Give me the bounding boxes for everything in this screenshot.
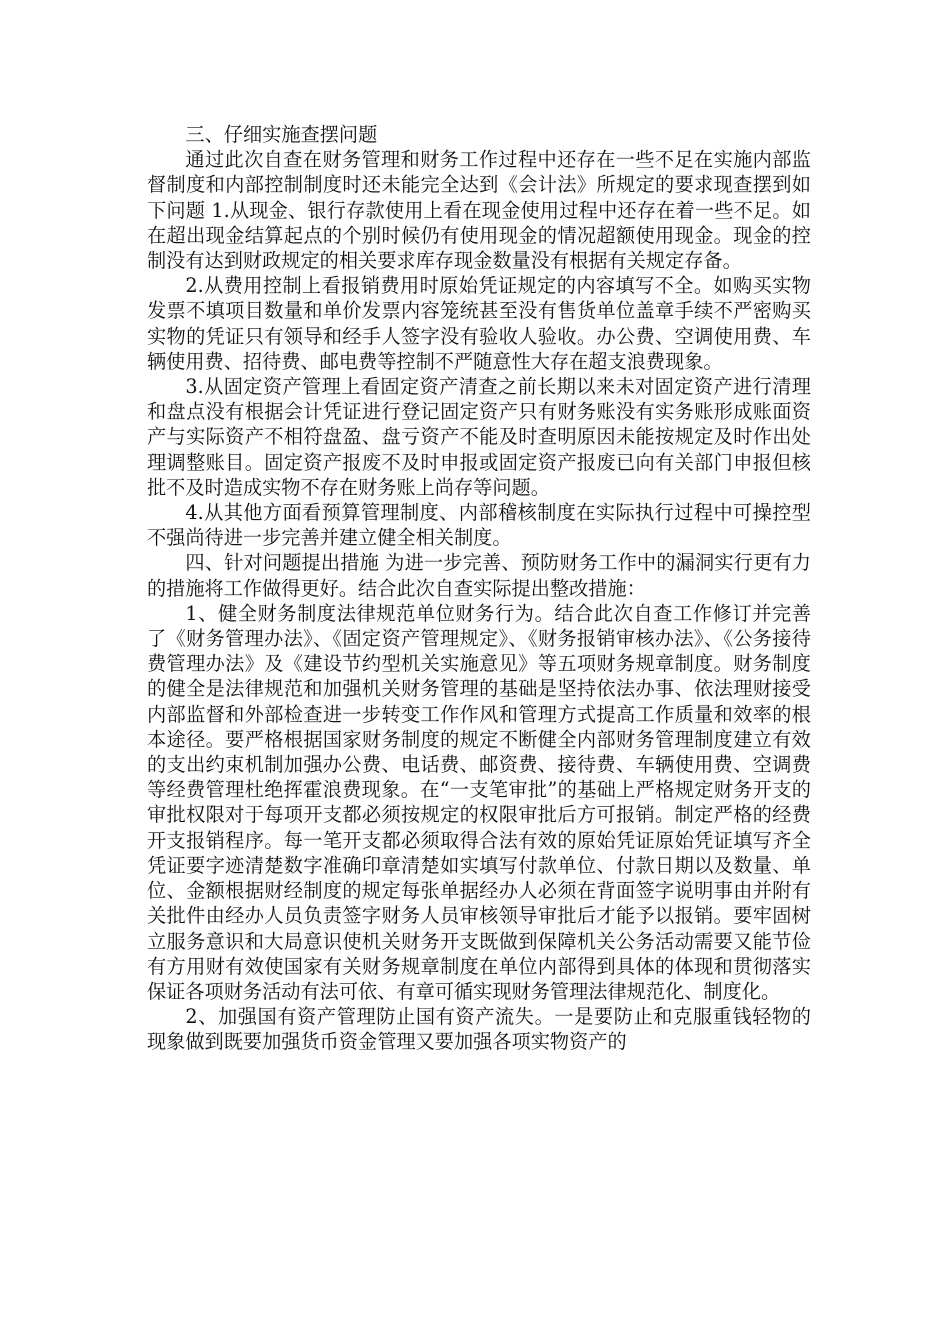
paragraph-intro-issues: 通过此次自查在财务管理和财务工作过程中还存在一些不足在实施内部监督制度和内部控制制度时还未能完全达到《会计法》所规定的要求现查摆到如下问题 1.从现金、银行存款使用上看在现金使用过程中还存在着一些不足。如在超出现金结算起点的个别时候仍有使用现金的情况超额使用现金。现金的控制没有达到财政规定的相关要求库存现金数量没有根据有关规定存备。 bbox=[147, 148, 811, 273]
paragraph-issue-4: 4.从其他方面看预算管理制度、内部稽核制度在实际执行过程中可操控型不强尚待进一步完善并建立健全相关制度。 bbox=[147, 501, 811, 550]
paragraph-measure-1: 1、健全财务制度法律规范单位财务行为。结合此次自查工作修订并完善了《财务管理办法》、《固定资产管理规定》、《财务报销审核办法》、《公务接待费管理办法》及《建设节约型机关实施意见》等五项财务规章制度。财务制度的健全是法律规范和加强机关财务管理的基础是坚持依法办事、依法理财接受内部监督和外部检查进一步转变工作作风和管理方式提高工作质量和效率的根本途径。要严格根据国家财务制度的规定不断健全内部财务管理制度建立有效的支出约束机制加强办公费、电话费、邮资费、接待费、车辆使用费、空调费等经费管理杜绝挥霍浪费现象。在“一支笔审批”的基础上严格规定财务开支的审批权限对于每项开支都必须按规定的权限审批后方可报销。制定严格的经费开支报销程序。每一笔开支都必须取得合法有效的原始凭证原始凭证填写齐全凭证要字迹清楚数字准确印章清楚如实填写付款单位、付款日期以及数量、单位、金额根据财经制度的规定每张单据经办人必须在背面签字说明事由并附有关批件由经办人员负责签字财务人员审核领导审批后才能予以报销。要牢固树立服务意识和大局意识使机关财务开支既做到保障机关公务活动需要又能节俭有方用财有效使国家有关财务规章制度在单位内部得到具体的体现和贯彻落实保证各项财务活动有法可依、有章可循实现财务管理法律规范化、制度化。 bbox=[147, 601, 811, 1003]
section-heading-3: 三、仔细实施查摆问题 bbox=[185, 123, 378, 146]
paragraph-issue-3: 3.从固定资产管理上看固定资产清查之前长期以来未对固定资产进行清理和盘点没有根据会计凭证进行登记固定资产只有财务账没有实务账形成账面资产与实际资产不相符盘盈、盘亏资产不能及时查明原因未能按规定及时作出处理调整账目。固定资产报废不及时申报或固定资产报废已向有关部门申报但核批不及时造成实物不存在财务账上尚存等问题。 bbox=[147, 375, 811, 499]
paragraph-measure-2: 2、加强国有资产管理防止国有资产流失。一是要防止和克服重钱轻物的现象做到既要加强货币资金管理又要加强各项实物资产的 bbox=[147, 1005, 811, 1054]
section-heading-4: 四、针对问题提出措施 为进一步完善、预防财务工作中的漏洞实行更有力的措施将工作做得更好。结合此次自查实际提出整改措施： bbox=[147, 551, 811, 600]
paragraph-issue-2: 2.从费用控制上看报销费用时原始凭证规定的内容填写不全。如购买实物发票不填项目数量和单价发票内容笼统甚至没有售货单位盖章手续不严密购买实物的凭证只有领导和经手人签字没有验收人验收。办公费、空调使用费、车辆使用费、招待费、邮电费等控制不严随意性大存在超支浪费现象。 bbox=[147, 274, 811, 373]
document-body bbox=[147, 122, 811, 1055]
